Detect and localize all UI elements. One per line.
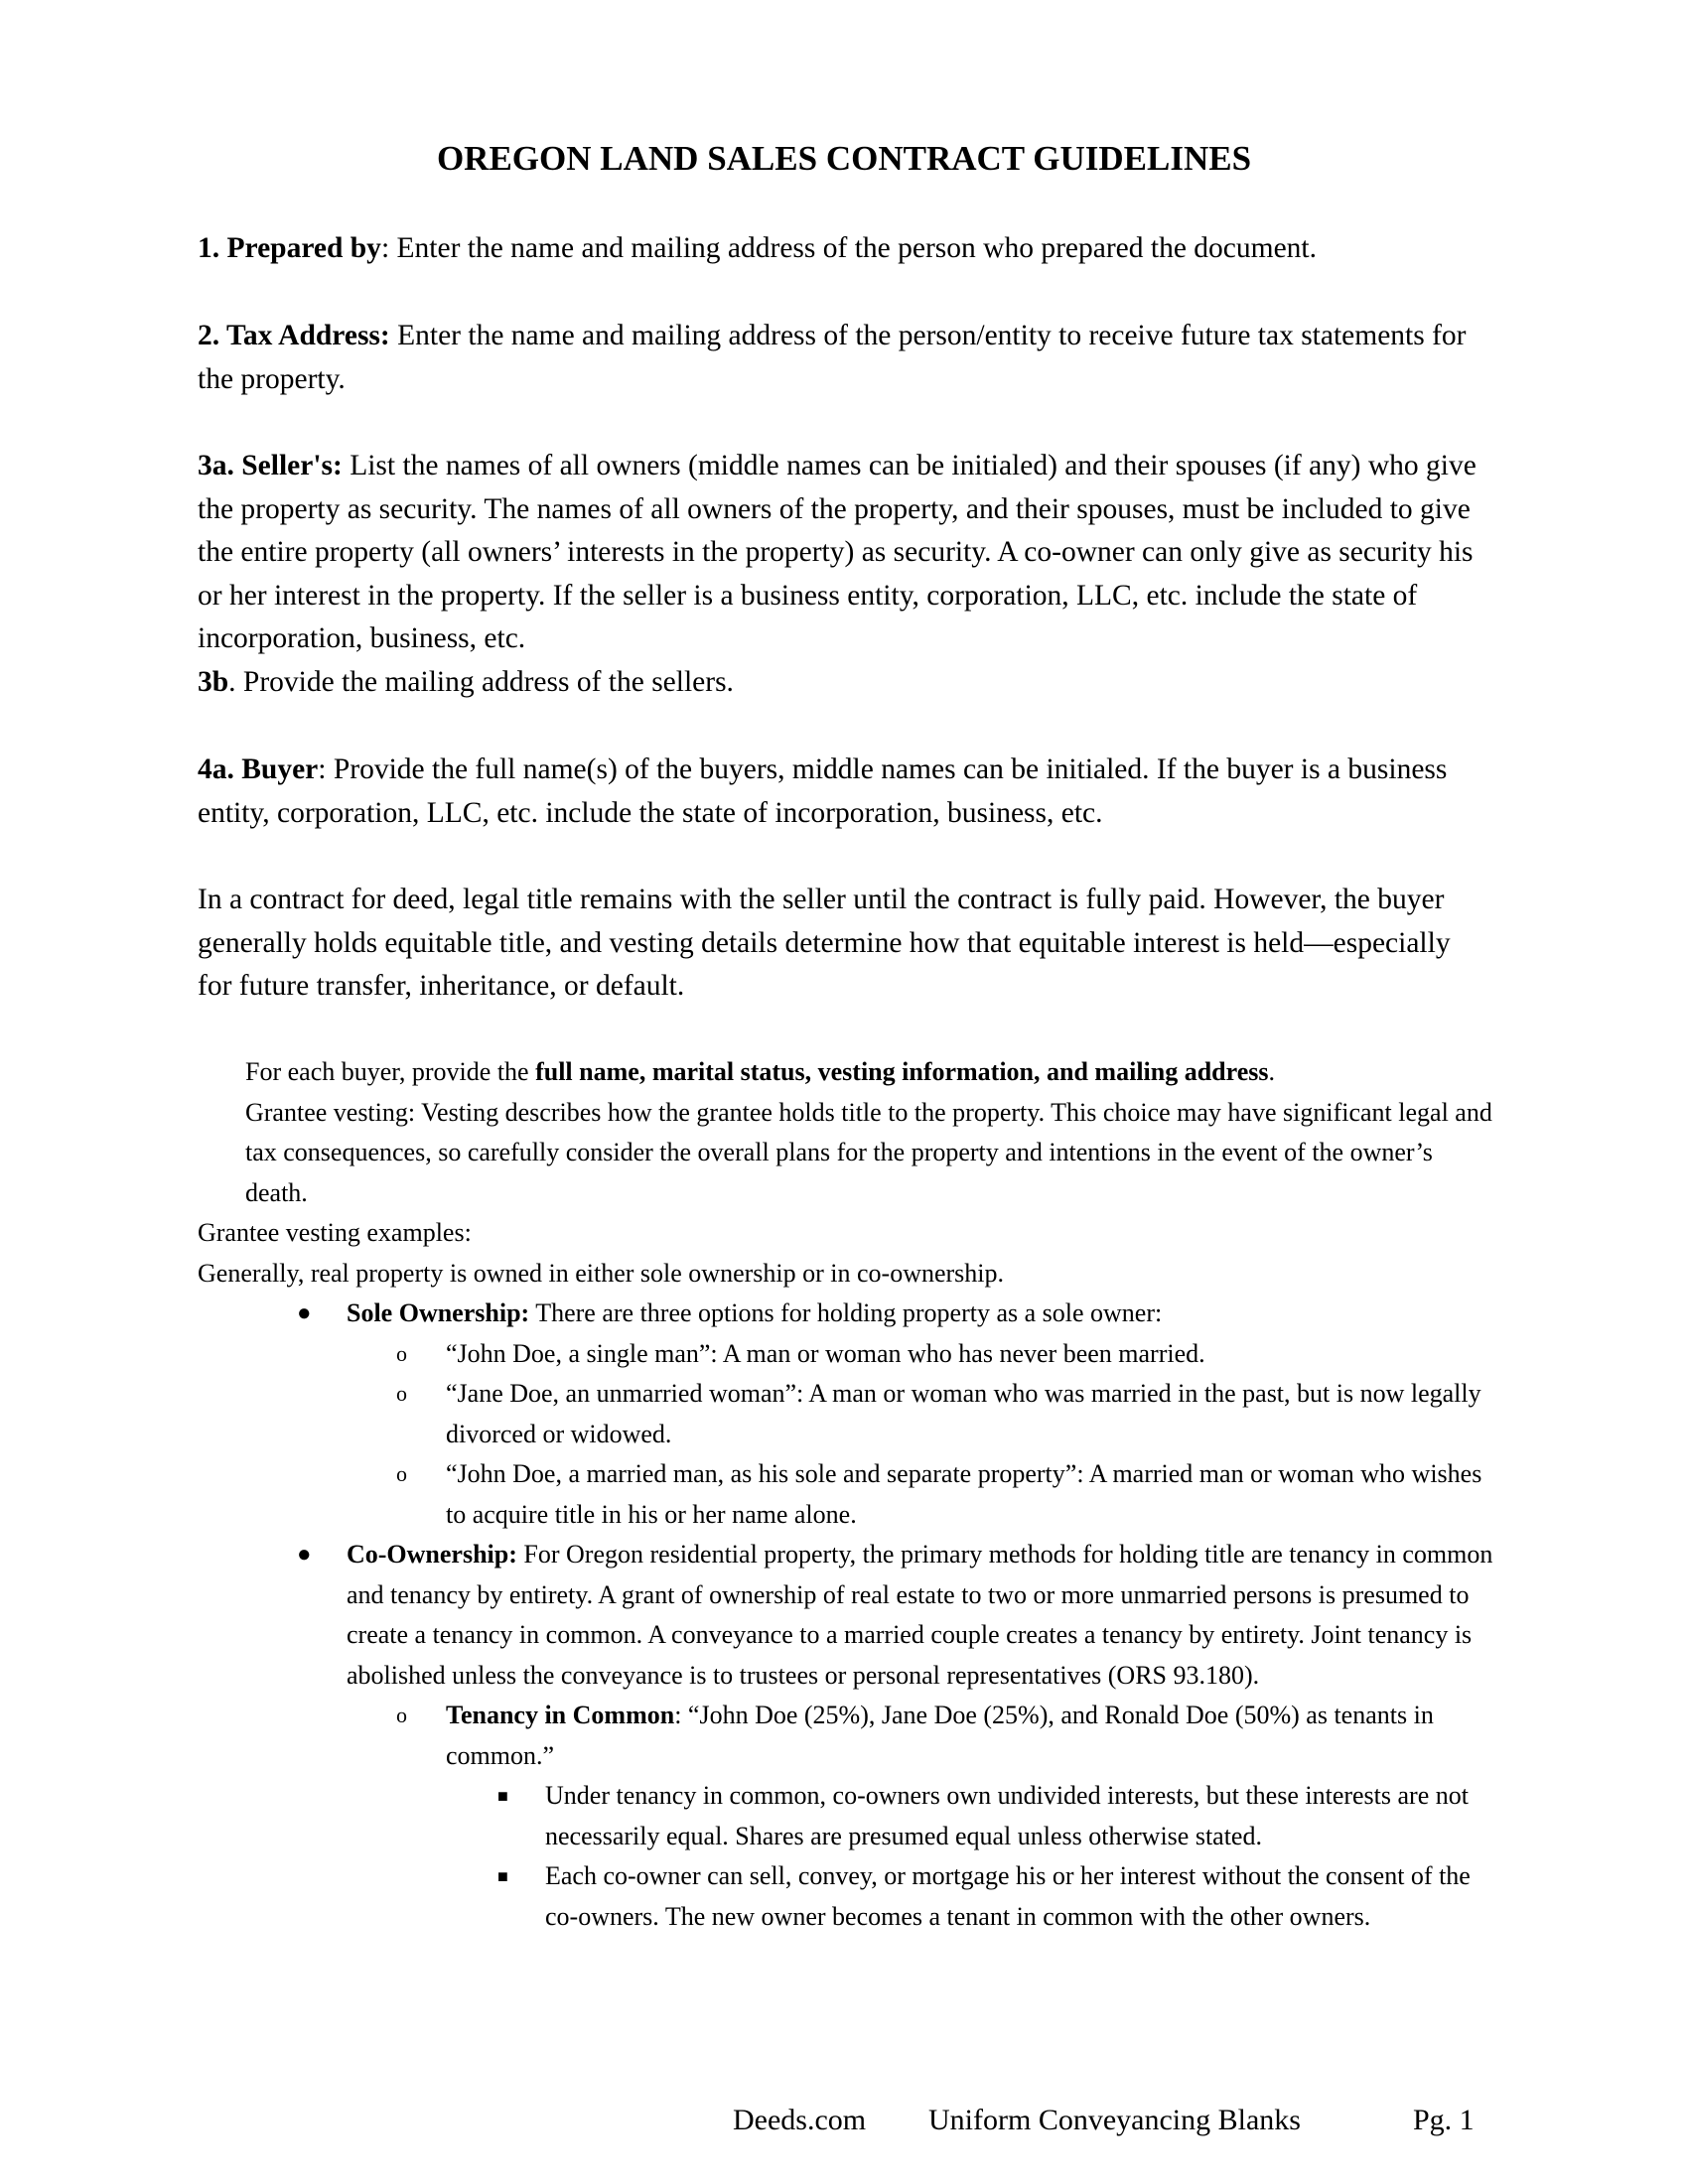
list-item [198,1334,1498,1375]
section-text: List the names of all owners (middle names can be initialed) and their spouses (if any) who give the property as security. The names of all owners of the property, and their spouses, must be included to give the entire property (all owners’ interests in the property) as security. A co-owner can only give as security his or her interest in the property. If the seller is a business entity, corporation, LLC, etc. include the state of incorporation, business, etc. [198,450,1477,654]
list-item-co-ownership [198,1535,1498,1696]
footer-form-name: Uniform Conveyancing Blanks [928,2104,1301,2136]
section-label: 3a. Seller's: [198,450,343,481]
section-buyer [198,749,1488,835]
list-item-text: There are three options for holding property as a sole owner: [529,1298,1163,1327]
footer-site: Deeds.com [733,2104,867,2136]
footer-page-number: Pg. 1 [1413,2104,1475,2136]
list-item-text: “John Doe, a single man”: A man or woman who has never been married. [446,1338,1205,1368]
list-item [198,1454,1498,1535]
section-label: 3b [198,665,229,698]
list-item [198,1776,1498,1856]
circle-bullet-icon: o [396,1381,407,1406]
buyer-instructions-pre: For each buyer, provide the [245,1057,536,1086]
list-item-text: : “John Doe (25%), Jane Doe (25%), and Ronald Doe (50%) as tenants in common.” [446,1701,1434,1770]
list-item-text: For Oregon residential property, the primary methods for holding title are tenancy in common and tenancy by entirety. A grant of ownership of real estate to two or more unmarried persons is presumed to create a tenancy in common. A conveyance to a married couple creates a tenancy by entirety. Joint tenancy is abolished unless the conveyance is to trustees or personal representatives (ORS 93.180). [347,1540,1493,1690]
circle-bullet-icon: o [396,1461,407,1486]
section-prepared-by [198,227,1488,271]
generally-text: Generally, real property is owned in either sole ownership or in co-ownership. [198,1258,1005,1288]
buyer-instructions [198,1052,1498,1093]
buyer-instructions-bold: full name, marital status, vesting information, and mailing address [535,1057,1269,1086]
vesting-section [198,1052,1498,1937]
list-item-label: Tenancy in Common [446,1701,675,1729]
section-sellers [198,445,1488,704]
section-text: : Provide the full name(s) of the buyers, middle names can be initialed. If the buyer is a business entity, corporation, LLC, etc. include the state of incorporation, business, etc. [198,753,1448,829]
list-item-text: Under tenancy in common, co-owners own undivided interests, but these interests are not necessarily equal. Shares are presumed equal unless otherwise stated. [545,1781,1469,1850]
square-bullet-icon: ■ [497,1866,508,1886]
page-title: OREGON LAND SALES CONTRACT GUIDELINES [436,139,1252,178]
buyer-instructions-post: . [1268,1057,1275,1086]
section-label: 1. Prepared by [198,232,381,264]
list-item [198,1856,1498,1937]
list-item [198,1374,1498,1454]
page-footer [733,2101,1475,2140]
list-item-text: Each co-owner can sell, convey, or mortgage his or her interest without the consent of the co-owners. The new owner becomes a tenant in common with the other owners. [545,1861,1471,1931]
circle-bullet-icon: o [396,1703,407,1727]
contract-for-deed-paragraph [198,879,1488,1009]
list-item-text: “John Doe, a married man, as his sole and separate property”: A married man or woman who wishes to acquire title in his or her name alone. [446,1459,1482,1529]
list-item-text: “Jane Doe, an unmarried woman”: A man or woman who was married in the past, but is now legally divorced or widowed. [446,1379,1481,1448]
paragraph-text: In a contract for deed, legal title remains with the seller until the contract is fully paid. However, the buyer generally holds equitable title, and vesting details determine how that equitable interest is held—especially for future transfer, inheritance, or default. [198,884,1451,1002]
square-bullet-icon: ■ [497,1786,508,1806]
list-item-tenancy-in-common [198,1696,1498,1776]
section-text: : Enter the name and mailing address of the person who prepared the document. [380,232,1317,264]
section-text: Enter the name and mailing address of the person/entity to receive future tax statements for the property. [198,320,1467,395]
section-label: 2. Tax Address: [198,320,390,351]
list-item-label: Co-Ownership: [347,1540,517,1569]
list-item-sole-ownership [198,1294,1498,1334]
bullet-icon: ● [297,1542,312,1568]
list-item-label: Sole Ownership: [347,1298,530,1327]
bullet-icon: ● [297,1300,312,1326]
grantee-vesting-text: Grantee vesting: Vesting describes how the grantee holds title to the property. This choice may have significant legal and tax consequences, so carefully consider the overall plans for the property and intentions in the event of the owner’s death. [245,1097,1492,1207]
section-tax-address [198,315,1488,401]
examples-heading: Grantee vesting examples: [198,1218,472,1247]
circle-bullet-icon: o [396,1340,407,1366]
section-text: . Provide the mailing address of the sellers. [228,665,734,698]
section-label: 4a. Buyer [198,753,319,785]
